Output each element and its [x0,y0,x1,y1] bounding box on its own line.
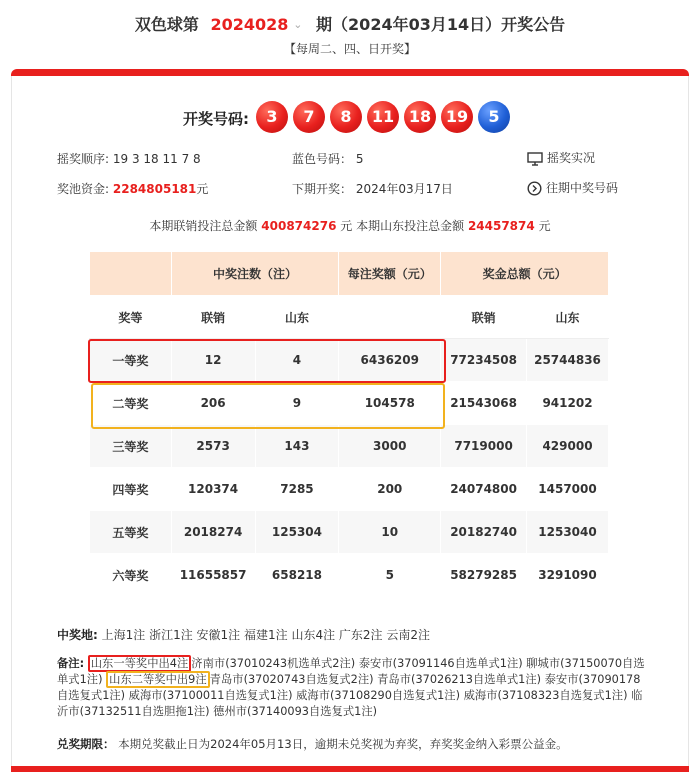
count-joint: 11655857 [171,554,255,597]
prize-pool-label: 奖池资金: [57,182,110,196]
total-joint: 21543068 [441,382,527,425]
arrow-circle-icon [527,181,542,196]
table-row [90,468,609,511]
red-ball: 8 [330,101,362,133]
per-prize: 10 [339,511,441,554]
winning-regions [57,627,430,643]
count-local: 125304 [255,511,339,554]
claim-deadline [57,736,568,752]
blue-number-value: 5 [355,152,364,166]
total-local: 25744836 [527,339,609,382]
notes-part-2: 青岛市(37020743自选复式2注) 青岛市(37026213自选单式1注) 泰安市(37090178自选复式1注) 威海市(37100011自选复式1注) 威海市(37108290自选复式1注) 威海市(37108323自选复式1注) 临沂市(37132511自选胆拖1注) 德州市(37140093自选复式1注) [57,673,643,718]
next-draw-label: 下期开奖： [292,182,353,196]
sales-summary [0,217,700,234]
winning-regions-text: 上海1注 浙江1注 安徽1注 福建1注 山东4注 广东2注 云南2注 [101,628,430,642]
red-ball: 19 [441,101,473,133]
prize-level: 六等奖 [90,554,172,597]
table-row [90,425,609,468]
draw-video-link-label: 摇奖实况 [547,151,596,165]
draw-order [57,150,201,167]
draw-numbers-label: 开奖号码: [183,110,249,128]
blue-number-label: 蓝色号码： [292,152,353,166]
header-level: 奖等 [90,296,172,339]
count-joint: 120374 [171,468,255,511]
total-joint: 20182740 [441,511,527,554]
blue-ball: 5 [478,101,510,133]
header-total: 奖金总额（元） [441,252,609,296]
total-joint: 7719000 [441,425,527,468]
title-prefix: 双色球第 [134,15,199,34]
second-prize-note: 山东二等奖中出9注 [106,671,210,688]
prize-level: 三等奖 [90,425,172,468]
count-joint: 12 [171,339,255,382]
count-local: 9 [255,382,339,425]
header-count: 中奖注数（注） [171,252,339,296]
red-ball: 11 [367,101,399,133]
count-local: 7285 [255,468,339,511]
total-local: 1457000 [527,468,609,511]
prize-level: 一等奖 [90,339,172,382]
local-sales-value: 24457874 [467,219,535,233]
draw-order-value: 19 3 18 11 7 8 [112,152,201,166]
card-bottom-bar [11,766,689,772]
count-joint: 2018274 [171,511,255,554]
issue-number: 2024028 [210,15,289,34]
second-prize-highlight [91,383,445,429]
draw-video-link[interactable] [527,149,595,166]
red-ball: 3 [256,101,288,133]
count-local: 143 [255,425,339,468]
red-ball: 18 [404,101,436,133]
total-local: 3291090 [527,554,609,597]
total-local: 941202 [527,382,609,425]
header-per: 每注奖额（元） [339,252,441,296]
count-joint: 2573 [171,425,255,468]
table-row [90,511,609,554]
page-title [0,12,700,38]
next-draw [292,180,453,197]
total-local: 429000 [527,425,609,468]
count-local: 4 [255,339,339,382]
prize-level: 五等奖 [90,511,172,554]
header-empty [90,252,172,296]
chevron-down-icon: ⌄ [293,18,303,31]
per-prize: 104578 [339,382,441,425]
monitor-icon [527,152,543,166]
notes [57,656,647,720]
notes-label: 备注: [57,657,85,670]
total-sales-unit: 元 [340,219,353,233]
per-prize: 3000 [339,425,441,468]
total-local: 1253040 [527,511,609,554]
sub-header-local: 山东 [527,296,609,339]
next-draw-value: 2024年03月17日 [355,182,453,196]
total-joint: 77234508 [441,339,527,382]
count-joint: 206 [171,382,255,425]
draw-schedule: 【每周二、四、日开奖】 [283,42,416,56]
sub-header-joint: 联销 [441,296,527,339]
local-sales-label: 本期山东投注总金额 [356,219,465,233]
first-prize-highlight [88,339,446,383]
total-joint: 58279285 [441,554,527,597]
title-suffix: 期（2024年03月14日）开奖公告 [316,15,566,34]
per-prize: 6436209 [339,339,441,382]
total-sales-label: 本期联销投注总金额 [149,219,258,233]
issue-select[interactable] [204,15,310,34]
per-prize: 5 [339,554,441,597]
first-prize-note: 山东一等奖中出4注 [88,655,192,672]
sub-header-joint: 联销 [171,296,255,339]
sub-header-local: 山东 [255,296,339,339]
prize-level: 二等奖 [90,382,172,425]
red-ball: 7 [293,101,325,133]
table-row [90,554,609,597]
prize-pool-value: 2284805181 [112,182,197,196]
total-sales-value: 400874276 [261,219,337,233]
prize-pool [57,180,208,197]
draw-order-label: 摇奖顺序: [57,152,110,166]
sub-header-empty [339,296,441,339]
notes-part-1: 济南市(37010243机选单式2注) 泰安市(37091146自选单式1注) 聊城市(37150070自选单式1注) [57,657,645,686]
local-sales-unit: 元 [538,219,551,233]
history-link[interactable] [527,179,618,196]
prize-pool-unit: 元 [196,182,209,196]
winning-regions-label: 中奖地: [57,628,98,642]
history-link-label: 往期中奖号码 [546,181,619,195]
per-prize: 200 [339,468,441,511]
claim-deadline-text: 本期兑奖截止日为2024年05月13日，逾期未兑奖视为弃奖，弃奖奖金纳入彩票公益金。 [118,737,568,751]
blue-number [292,150,363,167]
count-local: 658218 [255,554,339,597]
total-joint: 24074800 [441,468,527,511]
prize-level: 四等奖 [90,468,172,511]
claim-deadline-label: 兑奖期限： [57,737,115,751]
